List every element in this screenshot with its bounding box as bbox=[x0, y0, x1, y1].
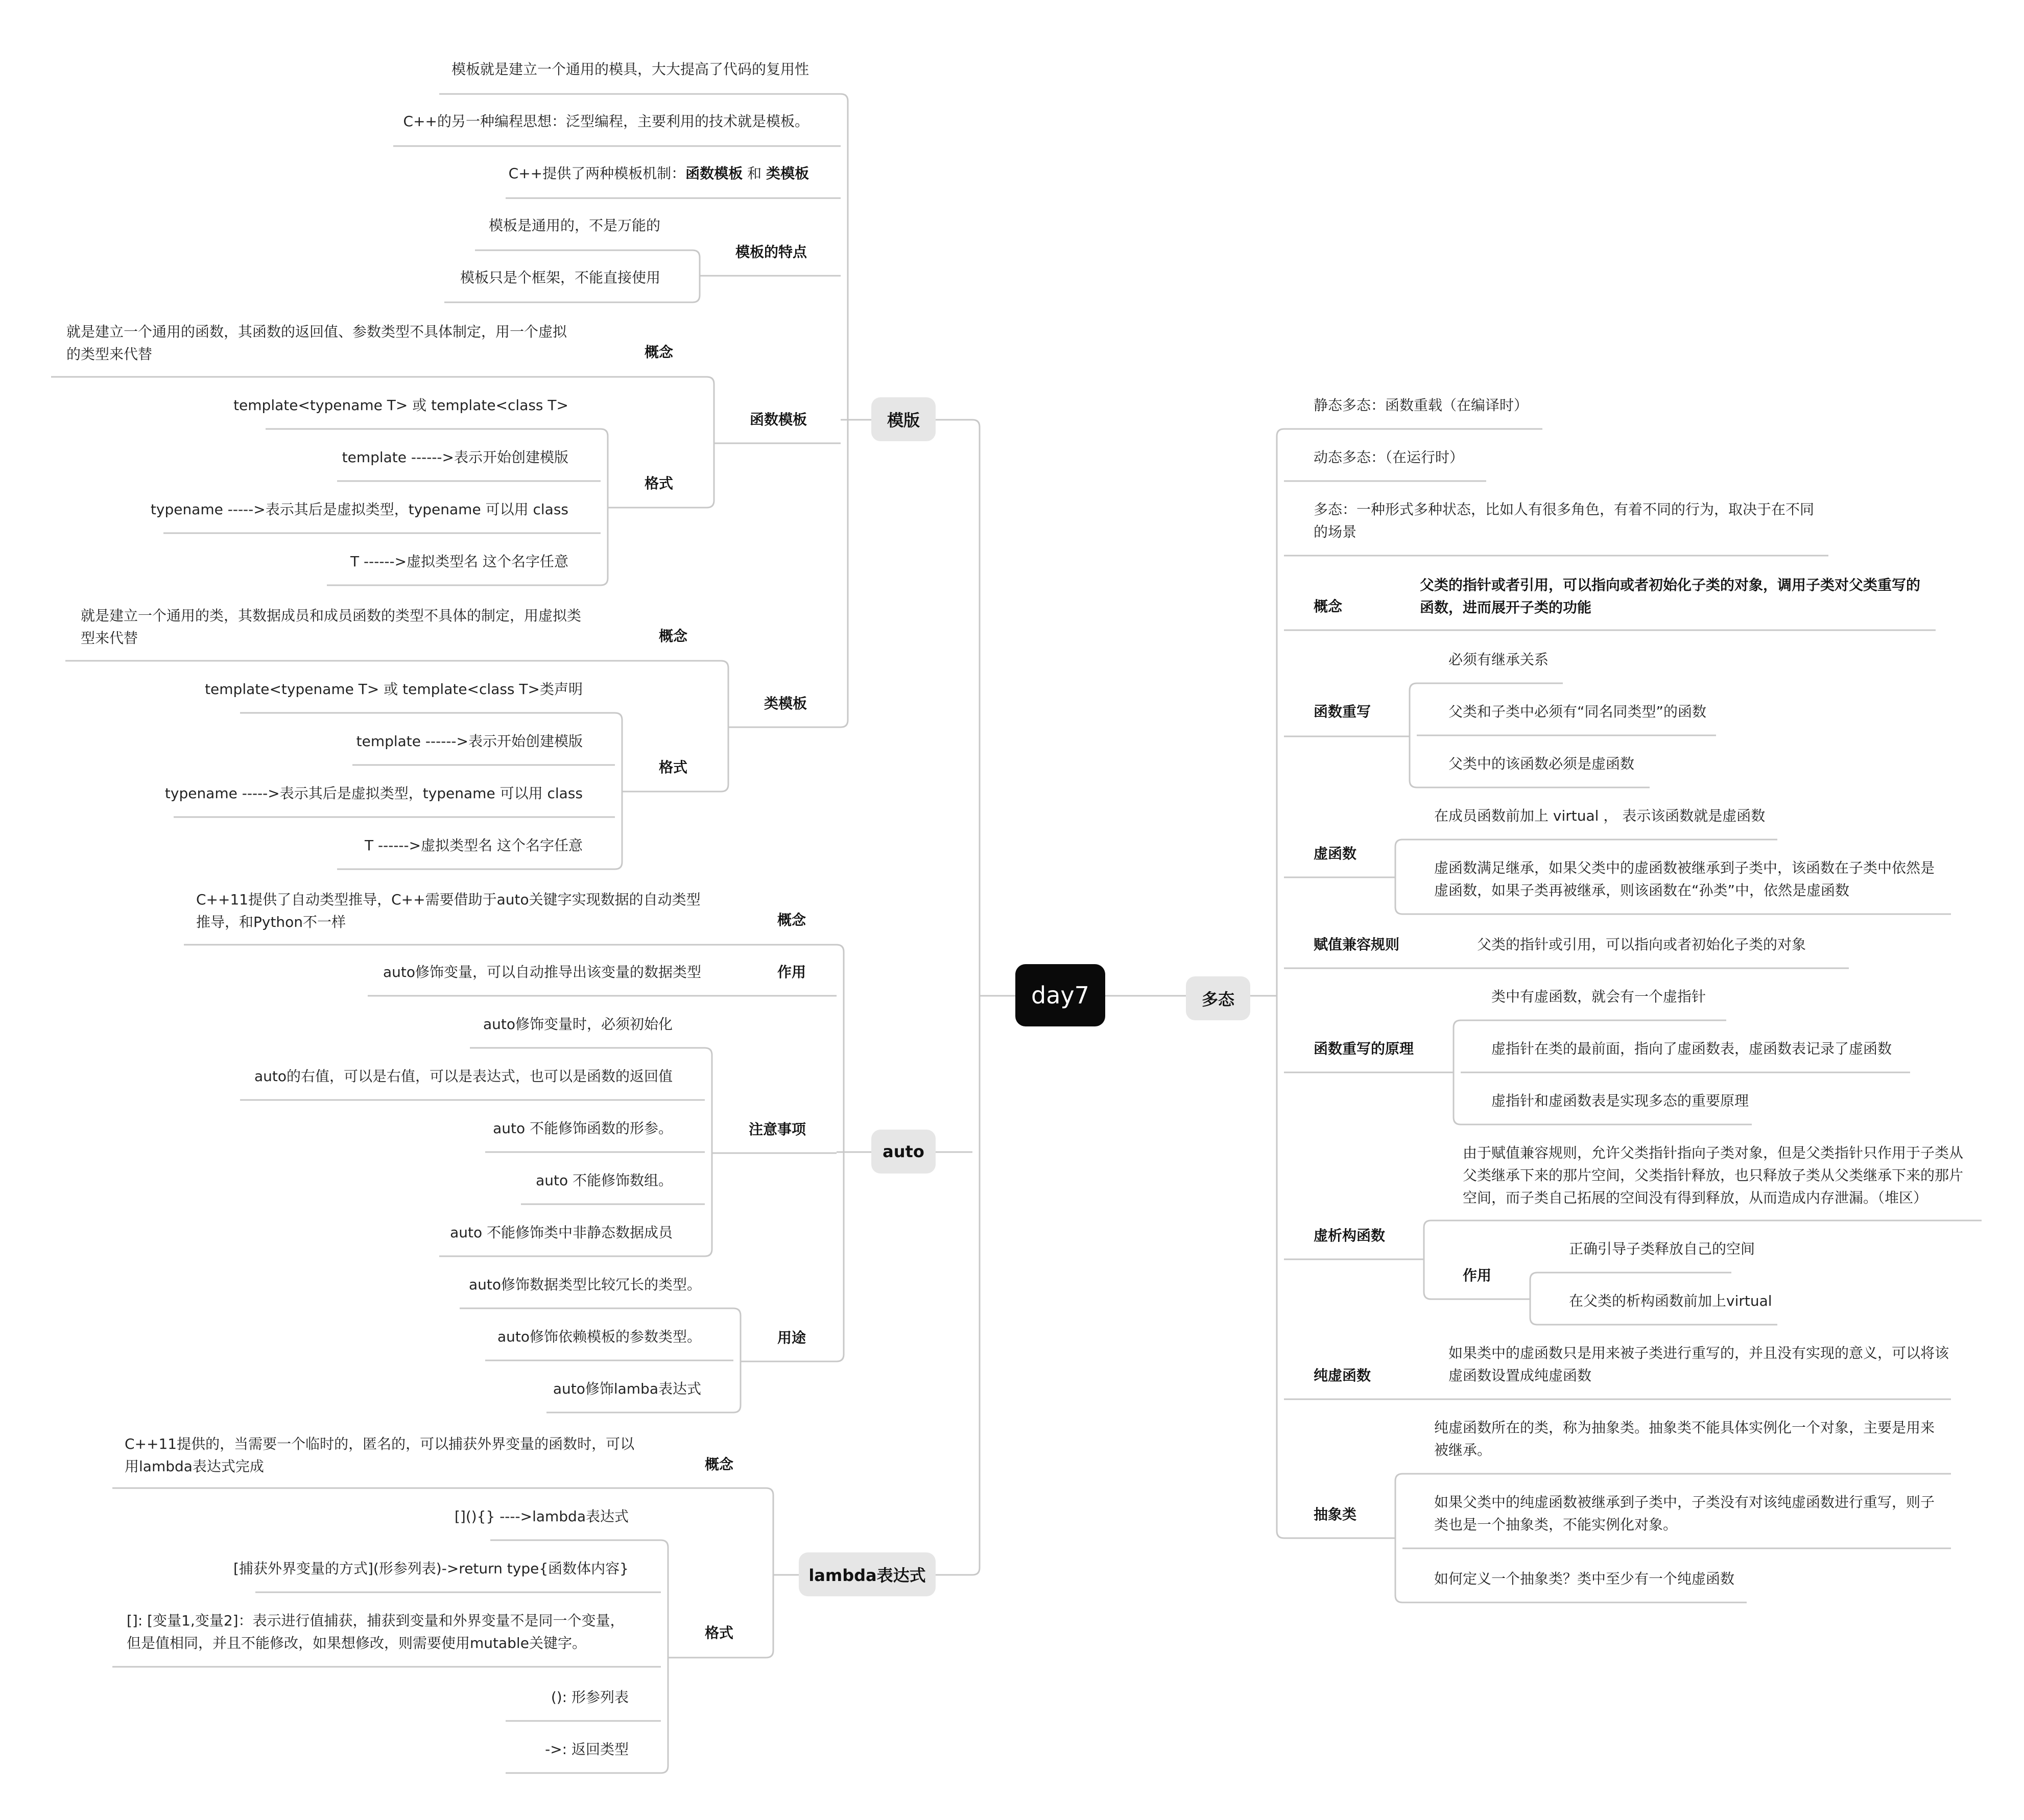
cls-elbow bbox=[721, 661, 728, 668]
template-feature-1: 模板是通用的，不是万能的 bbox=[488, 217, 660, 234]
vdtor-use-item-2: 在父类的析构函数前加上virtual bbox=[1569, 1292, 1772, 1309]
assign-rule-text: 父类的指针或引用，可以指向或者初始化子类的对象 bbox=[1477, 936, 1806, 953]
func-template-format-label[interactable]: 格式 bbox=[645, 475, 674, 492]
auto-note-2: auto的右值，可以是右值，可以是表达式，也可以是函数的返回值 bbox=[254, 1068, 673, 1085]
abstract-item-2: 如果父类中的纯虚函数被继承到子类中，子类没有对该纯虚函数进行重写，则子类也是一个抽象类，不能实例化对象。 bbox=[1434, 1494, 1935, 1533]
lambda-format-1: [](){} ---->lambda表达式 bbox=[454, 1508, 629, 1525]
template-intro-1: 模板就是建立一个通用的模具，大大提高了代码的复用性 bbox=[451, 61, 809, 78]
virtual-destructor-use-label[interactable]: 作用 bbox=[1463, 1267, 1492, 1284]
principle-elbow bbox=[1454, 1117, 1461, 1124]
abstract-item-3: 如何定义一个抽象类？类中至少有一个纯虚函数 bbox=[1434, 1570, 1735, 1587]
cls-format-elbow bbox=[615, 862, 622, 869]
root-left-elbow bbox=[972, 1568, 980, 1575]
virtual-destructor-label[interactable]: 虚析构函数 bbox=[1314, 1227, 1386, 1244]
auto-concept-label[interactable]: 概念 bbox=[777, 912, 806, 928]
branch-template[interactable]: 模版 bbox=[871, 397, 936, 441]
assign-rule-label[interactable]: 赋值兼容规则 bbox=[1314, 936, 1400, 953]
vdtor-elbow bbox=[1424, 1220, 1431, 1228]
virtual-label[interactable]: 虚函数 bbox=[1314, 845, 1357, 862]
virtual-elbow bbox=[1395, 840, 1402, 847]
branch-polymorphism[interactable]: 多态 bbox=[1186, 976, 1250, 1020]
auto-purpose-3: auto修饰lamba表达式 bbox=[553, 1380, 701, 1397]
vdtor-use-item-1: 正确引导子类释放自己的空间 bbox=[1569, 1240, 1755, 1257]
auto-use-label[interactable]: 作用 bbox=[777, 964, 806, 980]
func-format-2: template ------>表示开始创建模版 bbox=[342, 449, 568, 466]
features-elbow bbox=[693, 295, 700, 302]
func-format-elbow bbox=[601, 429, 608, 436]
cls-elbow bbox=[721, 784, 728, 792]
override-label[interactable]: 函数重写 bbox=[1314, 703, 1371, 720]
auto-elbow bbox=[837, 1354, 844, 1361]
class-template-label[interactable]: 类模板 bbox=[764, 695, 807, 712]
branch-lambda[interactable]: lambda表达式 bbox=[799, 1552, 936, 1596]
vdtor-elbow bbox=[1424, 1292, 1431, 1299]
auto-purpose-2: auto修饰依赖模板的参数类型。 bbox=[497, 1328, 701, 1345]
abstract-elbow bbox=[1395, 1595, 1402, 1602]
lambda-concept-text: C++11提供的，当需要一个临时的，匿名的，可以捕获外界变量的函数时，可以用lambda表达式完成 bbox=[125, 1435, 635, 1475]
class-template-concept-label[interactable]: 概念 bbox=[659, 628, 688, 644]
auto-use-text: auto修饰变量，可以自动推导出该变量的数据类型 bbox=[383, 964, 701, 980]
template-intro-2: C++的另一种编程思想：泛型编程，主要利用的技术就是模板。 bbox=[403, 113, 809, 130]
root-node[interactable]: day7 bbox=[1015, 964, 1105, 1026]
auto-note-1: auto修饰变量时，必须初始化 bbox=[483, 1016, 673, 1033]
class-format-1: template<typename T> 或 template<class T>类声明 bbox=[205, 681, 583, 698]
func-format-elbow bbox=[601, 578, 608, 585]
func-template-concept-label[interactable]: 概念 bbox=[645, 344, 674, 361]
poly-static: 静态多态：函数重载（在编译时） bbox=[1314, 397, 1529, 414]
auto-note-3: auto 不能修饰函数的形参。 bbox=[493, 1120, 673, 1137]
principle-label[interactable]: 函数重写的原理 bbox=[1314, 1040, 1414, 1057]
auto-concept-text: C++11提供了自动类型推导，C++需要借助于auto关键字实现数据的自动类型推导，和Python不一样 bbox=[196, 891, 701, 930]
auto-notes-elbow bbox=[705, 1249, 712, 1256]
func-elbow bbox=[707, 377, 714, 384]
abstract-class-label[interactable]: 抽象类 bbox=[1314, 1506, 1357, 1523]
auto-elbow bbox=[837, 945, 844, 952]
principle-item-3: 虚指针和虚函数表是实现多态的重要原理 bbox=[1491, 1092, 1749, 1109]
lambda-format-4: (): 形参列表 bbox=[551, 1689, 629, 1706]
auto-notes-label[interactable]: 注意事项 bbox=[749, 1121, 806, 1138]
poly-elbow bbox=[1277, 1531, 1284, 1538]
virtual-elbow bbox=[1395, 907, 1402, 914]
lambda-format-elbow bbox=[661, 1766, 668, 1773]
lambda-format-elbow bbox=[661, 1540, 668, 1547]
lambda-format-5: ->: 返回类型 bbox=[545, 1741, 629, 1758]
auto-notes-elbow bbox=[705, 1048, 712, 1055]
auto-note-5: auto 不能修饰类中非静态数据成员 bbox=[450, 1224, 673, 1241]
class-format-2: template ------>表示开始创建模版 bbox=[356, 733, 583, 750]
poly-concept-label[interactable]: 概念 bbox=[1314, 598, 1343, 615]
lambda-elbow bbox=[766, 1650, 773, 1658]
intro-3-func-template: 函数模板 bbox=[685, 165, 743, 182]
template-intro-3 bbox=[509, 162, 809, 185]
func-elbow bbox=[707, 500, 714, 508]
override-item-3: 父类中的该函数必须是虚函数 bbox=[1448, 755, 1635, 772]
intro-3-prefix: C++提供了两种模板机制： bbox=[508, 165, 686, 182]
class-template-concept-text: 就是建立一个通用的类，其数据成员和成员函数的类型不具体的制定，用虚拟类型来代替 bbox=[81, 607, 582, 646]
func-format-3: typename ----->表示其后是虚拟类型，typename 可以用 class bbox=[150, 501, 568, 518]
pure-virtual-text: 如果类中的虚函数只是用来被子类进行重写的，并且没有实现的意义，可以将该虚函数设置成纯虚函数 bbox=[1448, 1345, 1949, 1384]
func-format-4: T ------>虚拟类型名 这个名字任意 bbox=[350, 553, 568, 570]
lambda-elbow bbox=[766, 1488, 773, 1495]
override-item-1: 必须有继承关系 bbox=[1448, 651, 1549, 668]
principle-elbow bbox=[1454, 1020, 1461, 1027]
principle-item-2: 虚指针在类的最前面，指向了虚函数表，虚函数表记录了虚函数 bbox=[1491, 1040, 1892, 1057]
features-elbow bbox=[693, 250, 700, 257]
intro-3-class-template: 类模板 bbox=[766, 165, 809, 182]
branch-auto[interactable]: auto bbox=[871, 1130, 936, 1174]
lambda-format-label[interactable]: 格式 bbox=[705, 1624, 734, 1641]
poly-concept-text: 父类的指针或者引用，可以指向或者初始化子类的对象，调用子类对父类重写的函数，进而展开子类的功能 bbox=[1420, 577, 1921, 616]
template-elbow bbox=[841, 94, 848, 101]
func-template-concept-text: 就是建立一个通用的函数，其函数的返回值、参数类型不具体制定，用一个虚拟的类型来代替 bbox=[66, 323, 567, 363]
class-format-3: typename ----->表示其后是虚拟类型，typename 可以用 class bbox=[164, 785, 583, 802]
virtual-item-2: 虚函数满足继承，如果父类中的虚函数被继承到子类中，该函数在子类中依然是虚函数，如果子类再被继承，则该函数在“孙类”中，依然是虚函数 bbox=[1434, 859, 1935, 899]
func-format-1: template<typename T> 或 template<class T> bbox=[233, 397, 568, 414]
lambda-format-2: [捕获外界变量的方式](形参列表)->return type{函数体内容} bbox=[233, 1560, 629, 1577]
virtual-destructor-text: 由于赋值兼容规则，允许父类指针指向子类对象，但是父类指针只作用于子类从父类继承下来的那片空间，父类指针释放，也只释放子类从父类继承下来的那片空间，而子类自己拓展的空间没有得到释放，从而造成内存泄漏。（堆区） bbox=[1463, 1144, 1964, 1206]
class-format-4: T ------>虚拟类型名 这个名字任意 bbox=[365, 837, 583, 854]
class-template-format-label[interactable]: 格式 bbox=[659, 759, 688, 776]
auto-purpose-label[interactable]: 用途 bbox=[777, 1329, 806, 1346]
pure-virtual-label[interactable]: 纯虚函数 bbox=[1314, 1367, 1371, 1384]
lambda-format-3: []: [变量1,变量2]：表示进行值捕获，捕获到变量和外界变量不是同一个变量，但是值相同，并且不能修改，如果想修改，则需要使用mutable关键字。 bbox=[127, 1612, 625, 1651]
root-left-elbow bbox=[972, 420, 980, 427]
intro-3-and: 和 bbox=[743, 165, 766, 182]
auto-note-4: auto 不能修饰数组。 bbox=[536, 1172, 673, 1189]
override-item-2: 父类和子类中必须有“同名同类型”的函数 bbox=[1448, 703, 1707, 720]
vdtor-use-elbow bbox=[1530, 1273, 1537, 1280]
template-elbow bbox=[841, 720, 848, 727]
poly-definition: 多态：一种形式多种状态，比如人有很多角色，有着不同的行为，取决于在不同的场景 bbox=[1314, 501, 1815, 540]
auto-purpose-1: auto修饰数据类型比较冗长的类型。 bbox=[468, 1276, 701, 1293]
lambda-concept-label[interactable]: 概念 bbox=[705, 1456, 734, 1473]
poly-elbow bbox=[1277, 429, 1284, 436]
abstract-elbow bbox=[1395, 1474, 1402, 1481]
abstract-item-1: 纯虚函数所在的类，称为抽象类。抽象类不能具体实例化一个对象，主要是用来被继承。 bbox=[1434, 1419, 1935, 1458]
virtual-item-1: 在成员函数前加上 virtual ， 表示该函数就是虚函数 bbox=[1434, 807, 1766, 824]
func-template-label[interactable]: 函数模板 bbox=[750, 411, 807, 428]
auto-purpose-elbow bbox=[733, 1405, 741, 1412]
template-features-label[interactable]: 模板的特点 bbox=[735, 244, 807, 260]
poly-dynamic: 动态多态：（在运行时） bbox=[1314, 449, 1464, 466]
principle-item-1: 类中有虚函数，就会有一个虚指针 bbox=[1491, 988, 1706, 1005]
override-elbow bbox=[1410, 780, 1417, 787]
auto-purpose-elbow bbox=[733, 1308, 741, 1315]
template-feature-2: 模板只是个框架，不能直接使用 bbox=[460, 269, 660, 286]
vdtor-use-elbow bbox=[1530, 1318, 1537, 1325]
override-elbow bbox=[1410, 683, 1417, 690]
cls-format-elbow bbox=[615, 713, 622, 720]
